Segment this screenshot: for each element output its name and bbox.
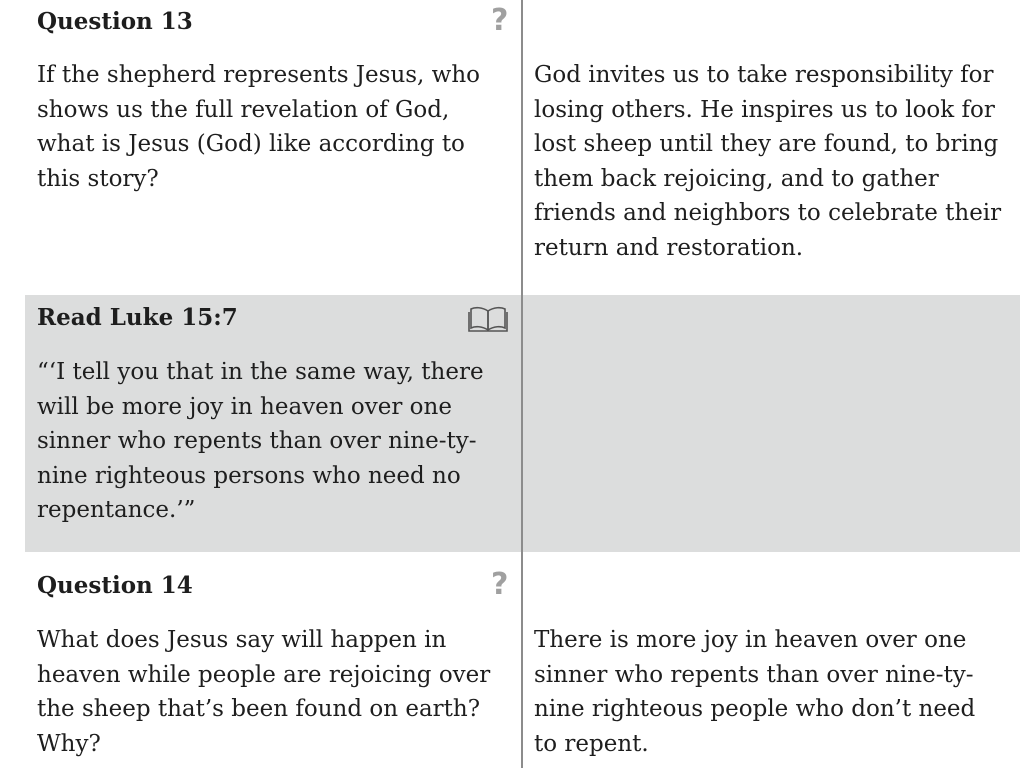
- question-13-heading: Question 13: [37, 8, 193, 35]
- question-14-answer: There is more joy in heaven over one sinner who repents than over nine-ty-nine righteous people who don’t need to repent.: [534, 627, 976, 757]
- question-14-heading: Question 14: [37, 572, 193, 599]
- scripture-heading: Read Luke 15:7: [37, 304, 238, 331]
- question-mark-icon: ?: [491, 3, 509, 38]
- question-mark-icon: ?: [491, 567, 509, 602]
- question-13-answer: God invites us to take responsibility for losing others. He inspires us to look for lost sheep until they are found, to bring them back rejoicing, and to gather friends and neighbors to celebrate their return and restoration.: [534, 62, 1002, 261]
- scripture-passage: “‘I tell you that in the same way, there will be more joy in heaven over one sinner who repents than over nine-ty-nine righteous persons who need no repentance.’”: [37, 359, 484, 523]
- column-divider: [521, 0, 523, 768]
- question-14-text: What does Jesus say will happen in heaven while people are rejoicing over the sheep that’s been found on earth? Why?: [37, 627, 491, 757]
- question-13-text: If the shepherd represents Jesus, who shows us the full revelation of God, what is Jesus (God) like according to this story?: [37, 62, 481, 192]
- open-book-icon: [467, 305, 509, 333]
